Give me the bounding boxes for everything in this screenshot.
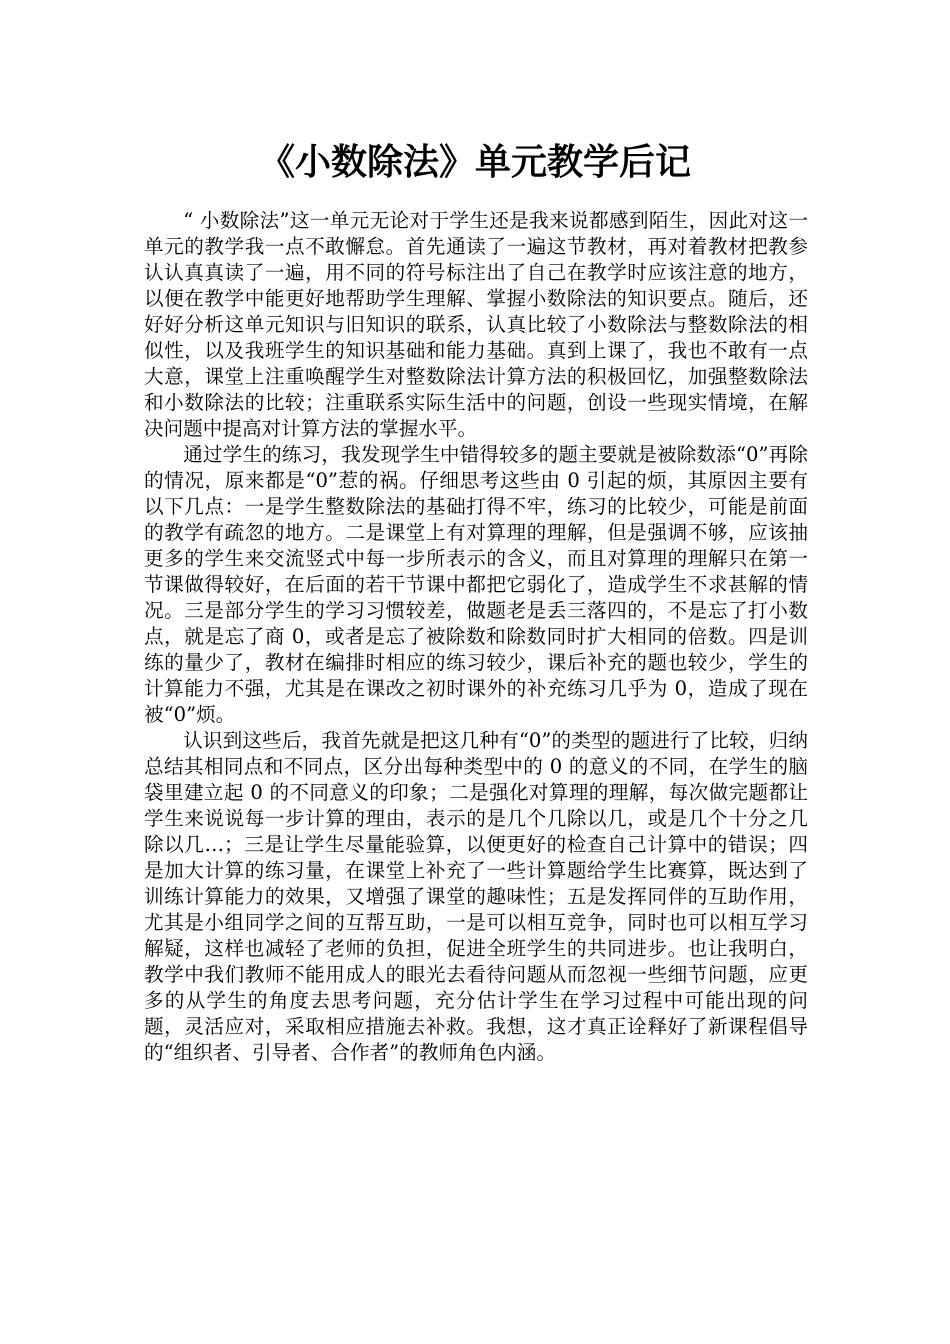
paragraph-3: 认识到这些后，我首先就是把这几种有“0”的类型的题进行了比较，归纳总结其相同点和不同点，区分出每种类型中的 0 的意义的不同，在学生的脑袋里建立起 0 的不同意义的印象；二是强化对算理的理解，每次做完题都让学生来说说每一步计算的理由，表示的是几个几除以几，或是几个十分之几除以几…；三是让学生尽量能验算，以便更好的检查自己计算中的错误；四是加大计算的练习量，在课堂上补充了一些计算题给学生比赛算，既达到了训练计算能力的效果，又增强了课堂的趣味性；五是发挥同伴的互助作用，尤其是小组同学之间的互帮互助，一是可以相互竞争，同时也可以相互学习解疑，这样也减轻了老师的负担，促进全班学生的共同进步。也让我明白，教学中我们教师不能用成人的眼光去看待问题从而忽视一些细节问题，应更多的从学生的角度去思考问题，充分估计学生在学习过程中可能出现的问题，灵活应对，采取相应措施去补救。我想，这才真正诠释好了新课程倡导的“组织者、引导者、合作者”的教师角色内涵。 xyxy=(144,729,808,1064)
paragraph-1: “ 小数除法”这一单元无论对于学生还是我来说都感到陌生，因此对这一单元的教学我一点不敢懈怠。首先通读了一遍这节教材，再对着教材把教参认认真真读了一遍，用不同的符号标注出了自己在教学时应该注意的地方，以便在教学中能更好地帮助学生理解、掌握小数除法的知识要点。随后，还好好分析这单元知识与旧知识的联系，认真比较了小数除法与整数除法的相似性，以及我班学生的知识基础和能力基础。真到上课了，我也不敢有一点大意，课堂上注重唤醒学生对整数除法计算方法的积极回忆，加强整数除法和小数除法的比较；注重联系实际生活中的问题，创设一些现实情境，在解决问题中提高对计算方法的掌握水平。 xyxy=(144,209,808,440)
document-body xyxy=(144,208,808,1066)
paragraph-2: 通过学生的练习，我发现学生中错得较多的题主要就是被除数添“0”再除的情况，原来都是“0”惹的祸。仔细思考这些由 0 引起的烦，其原因主要有以下几点：一是学生整数除法的基础打得不牢，练习的比较少，可能是前面的教学有疏忽的地方。二是课堂上有对算理的理解，但是强调不够，应该抽更多的学生来交流竖式中每一步所表示的含义，而且对算理的理解只在第一节课做得较好，在后面的若干节课中都把它弱化了，造成学生不求甚解的情况。三是部分学生的学习习惯较差，做题老是丢三落四的，不是忘了打小数点，就是忘了商 0，或者是忘了被除数和除数同时扩大相同的倍数。四是训练的量少了，教材在编排时相应的练习较少，课后补充的题也较少，学生的计算能力不强，尤其是在课改之初时课外的补充练习几乎为 0，造成了现在被“0”烦。 xyxy=(144,443,808,726)
document-title: 《小数除法》单元教学后记 xyxy=(258,142,691,183)
